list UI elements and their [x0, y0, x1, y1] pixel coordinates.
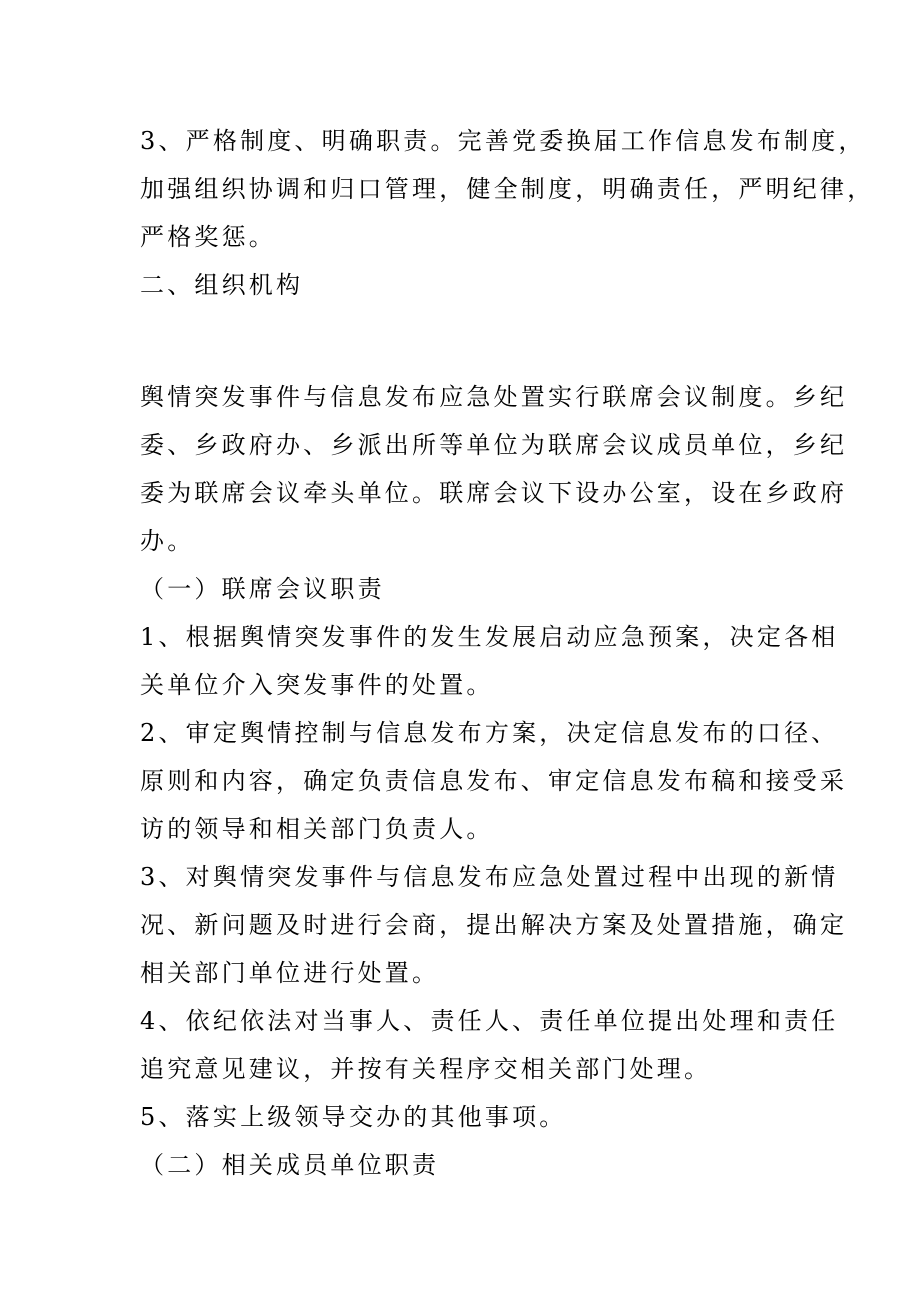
paragraph-joint-meeting-system	[140, 373, 848, 565]
text-line: 3、对舆情突发事件与信息发布应急处置过程中出现的新情	[140, 863, 839, 891]
text-line: 4、依纪依法对当事人、责任人、责任单位提出处理和责任	[140, 1007, 839, 1035]
text-line: （二）相关成员单位职责	[140, 1151, 440, 1179]
section-heading-organization	[140, 261, 800, 309]
text-line: 3、严格制度、明确职责。完善党委换届工作信息发布制度，	[140, 127, 866, 155]
text-line: 办。	[140, 527, 195, 555]
paragraph-strict-system	[140, 117, 875, 261]
list-item-1	[140, 613, 839, 709]
text-line: 委、乡政府办、乡派出所等单位为联席会议成员单位，乡纪	[140, 431, 848, 459]
text-line: 5、落实上级领导交办的其他事项。	[140, 1103, 567, 1131]
list-item-4	[140, 997, 839, 1093]
text-line: 原则和内容，确定负责信息发布、审定信息发布稿和接受采	[140, 767, 848, 795]
list-item-3	[140, 853, 848, 997]
text-line: 加强组织协调和归口管理，健全制度，明确责任，严明纪律，	[140, 175, 875, 203]
text-line: 追究意见建议，并按有关程序交相关部门处理。	[140, 1055, 712, 1083]
text-line: （一）联席会议职责	[140, 575, 385, 603]
text-line: 委为联席会议牵头单位。联席会议下设办公室，设在乡政府	[140, 479, 848, 507]
subheading-member-unit-duties	[140, 1141, 800, 1189]
blank-line	[140, 309, 800, 373]
text-line: 访的领导和相关部门负责人。	[140, 815, 494, 843]
text-line: 关单位介入突发事件的处置。	[140, 671, 494, 699]
text-line: 1、根据舆情突发事件的发生发展启动应急预案，决定各相	[140, 623, 839, 651]
list-item-5	[140, 1093, 800, 1141]
subheading-joint-meeting-duties	[140, 565, 800, 613]
text-line: 况、新问题及时进行会商，提出解决方案及处置措施，确定	[140, 911, 848, 939]
text-line: 2、审定舆情控制与信息发布方案，决定信息发布的口径、	[140, 719, 839, 747]
text-line: 相关部门单位进行处置。	[140, 959, 440, 987]
document-body	[140, 117, 875, 1189]
text-line: 严格奖惩。	[140, 223, 276, 251]
text-line: 舆情突发事件与信息发布应急处置实行联席会议制度。乡纪	[140, 383, 848, 411]
list-item-2	[140, 709, 848, 853]
text-line: 二、组织机构	[140, 271, 304, 299]
